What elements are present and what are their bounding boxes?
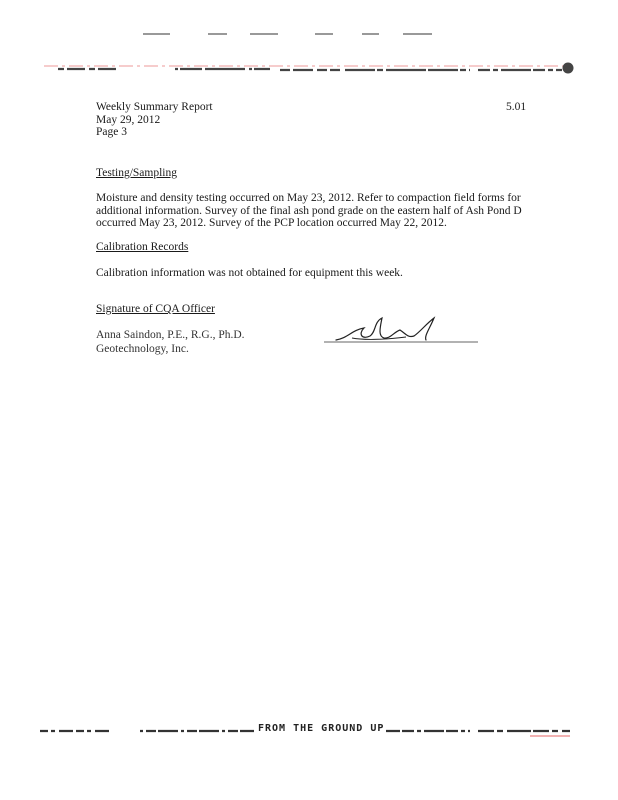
section-code: 5.01 (506, 101, 527, 113)
calibration-paragraph: Calibration information was not obtained for equipment this week. (96, 267, 403, 279)
paragraph-line: additional information. Survey of the final ash pond grade on the eastern half of Ash Pond D (96, 204, 522, 217)
page-number: Page 3 (96, 126, 127, 138)
signatory-name: Anna Saindon, P.E., R.G., Ph.D. (96, 329, 245, 341)
report-title: Weekly Summary Report (96, 101, 213, 113)
letterhead-decoration (0, 0, 618, 80)
testing-sampling-paragraph (96, 192, 526, 230)
report-header (96, 101, 213, 139)
handwritten-signature (322, 310, 482, 350)
signatory-block (96, 329, 245, 356)
footer-tagline: FROM THE GROUND UP (258, 723, 385, 734)
signature-heading: Signature of CQA Officer (96, 303, 215, 315)
paragraph-line: occurred May 23, 2012. Survey of the PCP location occurred May 22, 2012. (96, 217, 447, 229)
signatory-company: Geotechnology, Inc. (96, 342, 189, 355)
testing-sampling-heading: Testing/Sampling (96, 167, 177, 179)
paragraph-line: Moisture and density testing occurred on May 23, 2012. Refer to compaction field forms for (96, 192, 521, 204)
report-date: May 29, 2012 (96, 113, 161, 126)
calibration-heading: Calibration Records (96, 241, 189, 253)
